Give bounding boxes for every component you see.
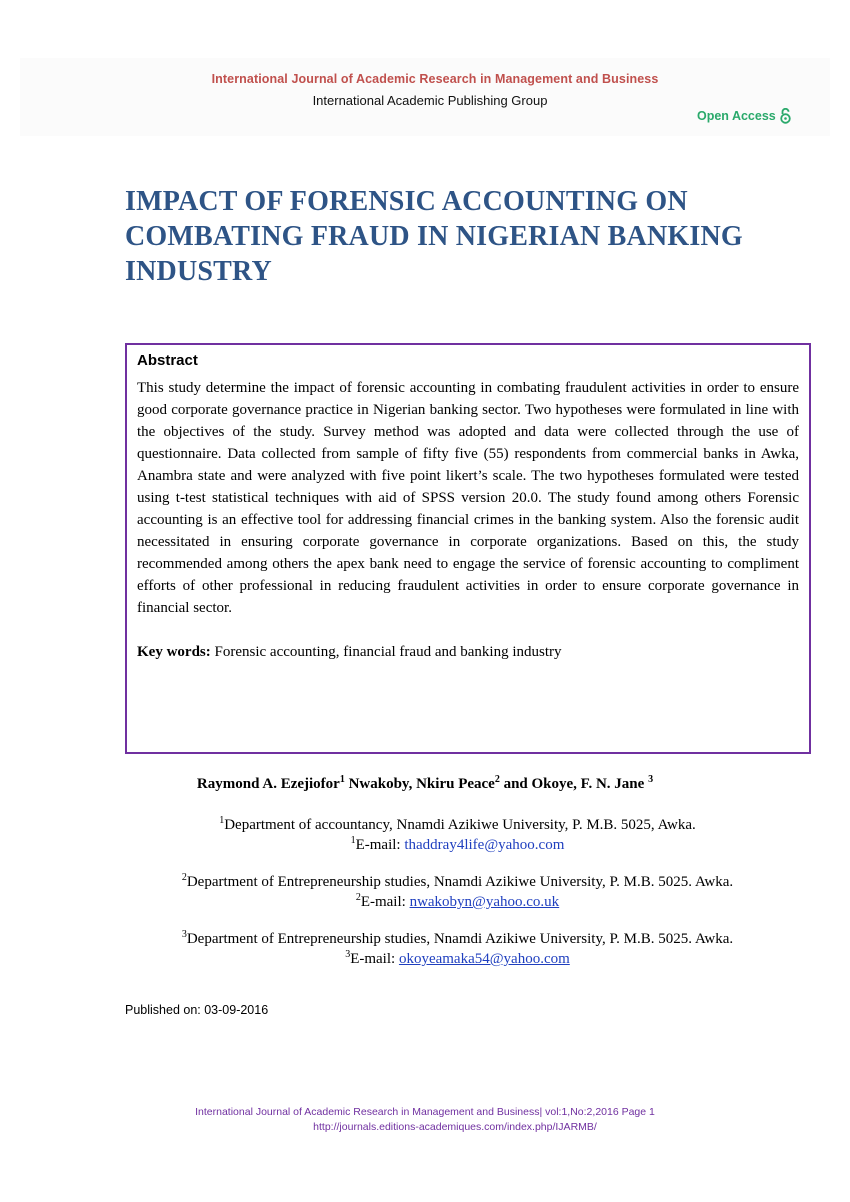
publisher-name: International Academic Publishing Group xyxy=(312,93,548,108)
author-2-sup: 2 xyxy=(494,774,500,785)
affiliation-2 xyxy=(0,872,850,912)
footer-citation: International Journal of Academic Research in Management and Business| vol:1,No:2,2016 Page 1 xyxy=(195,1106,655,1118)
affiliation-3-email-line: $^3$E-mail: okoyeamaka54@yahoo.com xyxy=(345,949,570,967)
affiliation-2-email-line: $^2$E-mail: nwakobyn@yahoo.co.uk xyxy=(355,892,560,910)
email-link-3[interactable]: okoyeamaka54@yahoo.com xyxy=(398,951,570,967)
author-list xyxy=(0,774,850,794)
author-2-name: Nwakoby, Nkiru Peace xyxy=(344,776,495,792)
affiliation-1-dept: $^1$Department of accountancy, Nnamdi Azikiwe University, P. M.B. 5025, Awka. xyxy=(219,815,696,833)
published-date: Published on: 03-09-2016 xyxy=(125,1003,269,1017)
journal-name: International Journal of Academic Research in Management and Business xyxy=(211,72,659,86)
open-access-badge xyxy=(697,108,791,124)
abstract-box xyxy=(125,343,811,754)
abstract-heading: Abstract xyxy=(137,352,198,369)
author-1-name: Raymond A. Ezejiofor xyxy=(196,776,340,792)
abstract-text: This study determine the impact of forensic accounting in combating fraudulent activities in order to ensure good corporate governance practice in Nigerian banking sector. Two hypotheses were formulated in line with the objectives of the study. Survey method was adopted and data were collected through the use of questionnaire. Data collected from sample of fifty five (55) respondents from commercial banks in Awka, Anambra state and were analyzed with five point likert’s scale. The two hypotheses formulated were tested using t-test statistical techniques with aid of SPSS version 20.0. The study found among others Forensic accounting is an effective tool for addressing financial crimes in the banking system. Also the forensic audit necessitated in ensuring corporate governance in corporate organizations. Based on this, the study recommended among others the apex bank need to engage the service of forensic accounting to compliment efforts of other professional in reducing fraudulent activities in order to ensure corporate governance in financial sector. xyxy=(137,380,799,616)
keywords-value: Forensic accounting, financial fraud and banking industry xyxy=(210,644,562,660)
email-link-1[interactable]: thaddray4life@yahoo.com xyxy=(404,837,565,853)
author-3-sup: 3 xyxy=(648,774,654,785)
paper-title: IMPACT OF FORENSIC ACCOUNTING ON COMBATING FRAUD IN NIGERIAN BANKING INDUSTRY xyxy=(125,186,743,287)
affiliation-3 xyxy=(0,929,850,969)
affiliation-1-email-line: $^1$E-mail: thaddray4life@yahoo.com xyxy=(350,835,565,853)
affiliation-1 xyxy=(0,815,850,855)
footer-url[interactable]: http://journals.editions-academiques.com/index.php/IJARMB/ xyxy=(313,1121,597,1133)
keywords xyxy=(137,641,799,663)
open-access-label: Open Access xyxy=(697,109,776,123)
affiliation-2-sup: 2 xyxy=(181,872,187,883)
affiliation-3-dept: $^3$Department of Entrepreneurship studies, Nnamdi Azikiwe University, P. M.B. 5025. Awka. xyxy=(181,929,734,947)
affiliation-2-dept: $^2$Department of Entrepreneurship studies, Nnamdi Azikiwe University, P. M.B. 5025. Awka. xyxy=(181,872,734,890)
affiliation-3-sup: 3 xyxy=(181,929,187,940)
keywords-label: Key words: xyxy=(137,644,211,660)
open-lock-icon xyxy=(780,108,791,124)
email-link-2[interactable]: nwakobyn@yahoo.co.uk xyxy=(409,894,560,910)
author-1-sup: 1 xyxy=(339,774,345,785)
affiliation-1-sup: 1 xyxy=(219,815,225,826)
author-3-name: and Okoye, F. N. Jane xyxy=(499,776,649,792)
